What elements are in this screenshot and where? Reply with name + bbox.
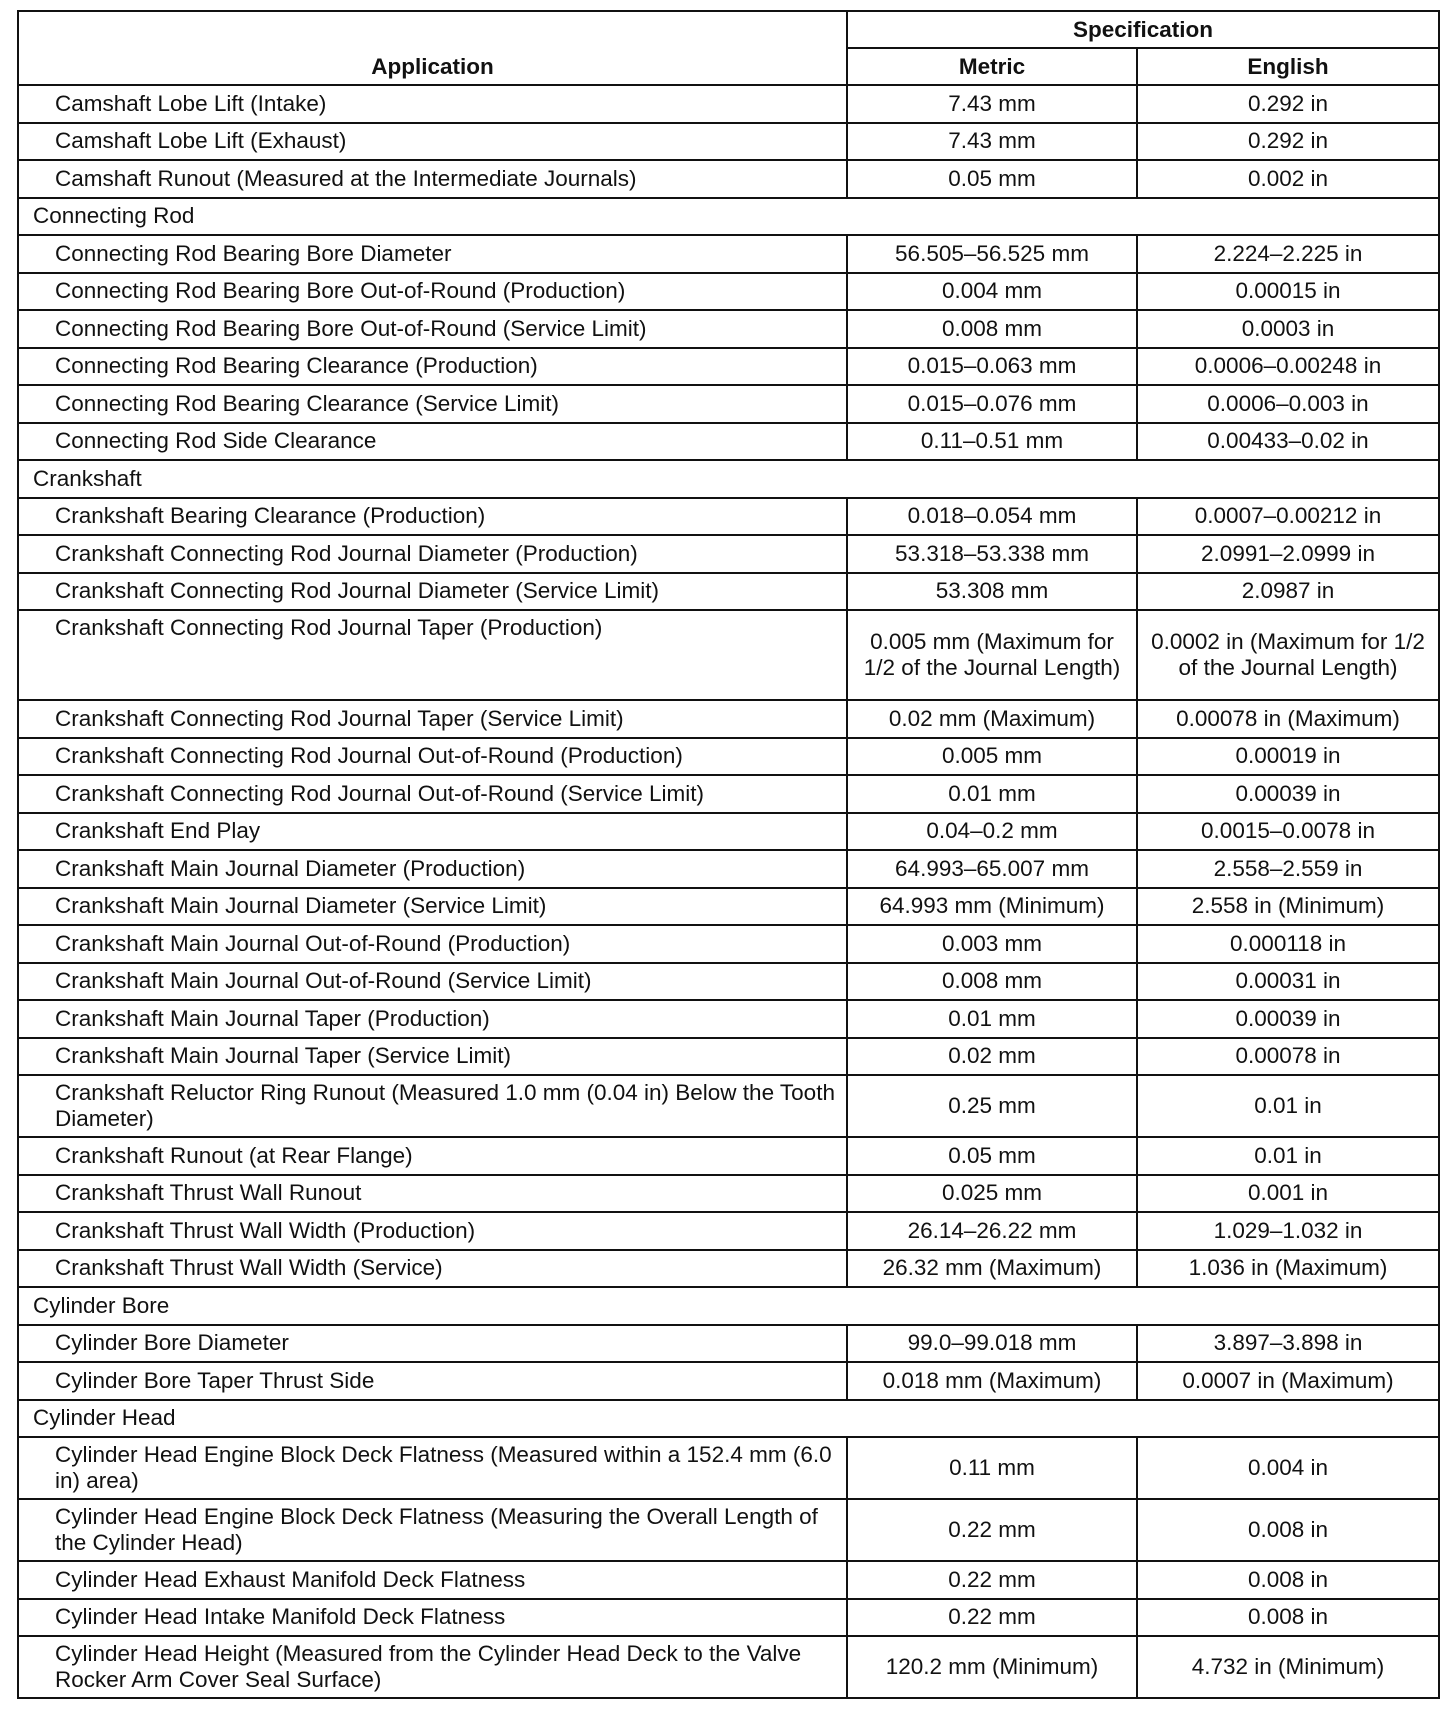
english-cell: 2.0987 in [1137, 573, 1439, 611]
english-cell: 0.0015–0.0078 in [1137, 813, 1439, 851]
metric-cell: 0.018–0.054 mm [847, 498, 1137, 536]
metric-cell: 0.008 mm [847, 310, 1137, 348]
application-cell: Cylinder Bore Taper Thrust Side [18, 1362, 847, 1400]
section-title: Crankshaft [18, 460, 1439, 498]
application-cell: Crankshaft Main Journal Taper (Service Limit) [18, 1038, 847, 1076]
application-cell: Cylinder Bore Diameter [18, 1325, 847, 1363]
metric-cell: 26.14–26.22 mm [847, 1212, 1137, 1250]
table-row [18, 963, 1439, 1001]
application-cell: Crankshaft Main Journal Out-of-Round (Production) [18, 925, 847, 963]
section-row [18, 460, 1439, 498]
table-row [18, 1137, 1439, 1175]
application-cell: Crankshaft Connecting Rod Journal Taper (Service Limit) [18, 700, 847, 738]
english-cell: 0.0007–0.00212 in [1137, 498, 1439, 536]
application-cell: Crankshaft Bearing Clearance (Production) [18, 498, 847, 536]
table-row [18, 348, 1439, 386]
application-cell: Crankshaft Main Journal Taper (Production) [18, 1000, 847, 1038]
table-row [18, 1561, 1439, 1599]
metric-cell: 0.11 mm [847, 1437, 1137, 1499]
table-row [18, 775, 1439, 813]
application-cell: Connecting Rod Bearing Bore Out-of-Round (Production) [18, 273, 847, 311]
application-cell: Cylinder Head Height (Measured from the Cylinder Head Deck to the Valve Rocker Arm Cover Seal Surface) [18, 1636, 847, 1698]
english-cell: 0.004 in [1137, 1437, 1439, 1499]
table-row [18, 310, 1439, 348]
english-cell: 0.292 in [1137, 85, 1439, 123]
table-row [18, 160, 1439, 198]
section-row [18, 1287, 1439, 1325]
english-cell: 0.00433–0.02 in [1137, 423, 1439, 461]
application-cell: Camshaft Lobe Lift (Exhaust) [18, 123, 847, 161]
application-cell: Cylinder Head Exhaust Manifold Deck Flatness [18, 1561, 847, 1599]
english-cell: 2.224–2.225 in [1137, 235, 1439, 273]
table-body [18, 85, 1439, 1698]
english-cell: 0.0007 in (Maximum) [1137, 1362, 1439, 1400]
english-cell: 0.00019 in [1137, 738, 1439, 776]
table-row [18, 1000, 1439, 1038]
table-row [18, 1362, 1439, 1400]
english-cell: 0.008 in [1137, 1561, 1439, 1599]
english-cell: 0.000118 in [1137, 925, 1439, 963]
english-cell: 1.036 in (Maximum) [1137, 1250, 1439, 1288]
metric-cell: 64.993–65.007 mm [847, 850, 1137, 888]
table-row [18, 850, 1439, 888]
table-row [18, 273, 1439, 311]
metric-cell: 0.004 mm [847, 273, 1137, 311]
section-title: Cylinder Bore [18, 1287, 1439, 1325]
english-cell: 0.0006–0.003 in [1137, 385, 1439, 423]
application-cell: Connecting Rod Bearing Clearance (Production) [18, 348, 847, 386]
metric-cell: 99.0–99.018 mm [847, 1325, 1137, 1363]
section-row [18, 198, 1439, 236]
table-row [18, 1499, 1439, 1561]
table-row [18, 1636, 1439, 1698]
metric-cell: 0.22 mm [847, 1561, 1137, 1599]
table-row [18, 1175, 1439, 1213]
application-cell: Crankshaft Connecting Rod Journal Out-of-Round (Service Limit) [18, 775, 847, 813]
english-cell: 0.01 in [1137, 1137, 1439, 1175]
table-row [18, 573, 1439, 611]
table-row [18, 888, 1439, 926]
english-cell: 3.897–3.898 in [1137, 1325, 1439, 1363]
english-cell: 0.00015 in [1137, 273, 1439, 311]
metric-cell: 26.32 mm (Maximum) [847, 1250, 1137, 1288]
table-row [18, 925, 1439, 963]
application-cell: Camshaft Runout (Measured at the Intermediate Journals) [18, 160, 847, 198]
metric-cell: 53.308 mm [847, 573, 1137, 611]
english-cell: 0.01 in [1137, 1075, 1439, 1137]
english-cell: 0.0002 in (Maximum for 1/2 of the Journal Length) [1137, 610, 1439, 700]
english-cell: 0.002 in [1137, 160, 1439, 198]
section-row [18, 1400, 1439, 1438]
application-cell: Crankshaft Connecting Rod Journal Taper (Production) [18, 610, 847, 700]
application-cell: Camshaft Lobe Lift (Intake) [18, 85, 847, 123]
application-cell: Crankshaft Connecting Rod Journal Diameter (Production) [18, 535, 847, 573]
application-cell: Connecting Rod Bearing Bore Diameter [18, 235, 847, 273]
application-cell: Crankshaft Thrust Wall Width (Service) [18, 1250, 847, 1288]
english-cell: 1.029–1.032 in [1137, 1212, 1439, 1250]
table-row [18, 1038, 1439, 1076]
metric-cell: 53.318–53.338 mm [847, 535, 1137, 573]
section-title: Connecting Rod [18, 198, 1439, 236]
english-cell: 0.292 in [1137, 123, 1439, 161]
application-cell: Cylinder Head Intake Manifold Deck Flatness [18, 1599, 847, 1637]
table-row [18, 85, 1439, 123]
english-cell: 0.00039 in [1137, 775, 1439, 813]
application-cell: Crankshaft Connecting Rod Journal Diameter (Service Limit) [18, 573, 847, 611]
application-cell: Cylinder Head Engine Block Deck Flatness (Measuring the Overall Length of the Cylinder Head) [18, 1499, 847, 1561]
header-specification: Specification [847, 11, 1439, 48]
metric-cell: 0.018 mm (Maximum) [847, 1362, 1137, 1400]
metric-cell: 0.02 mm (Maximum) [847, 700, 1137, 738]
application-cell: Crankshaft Main Journal Out-of-Round (Service Limit) [18, 963, 847, 1001]
metric-cell: 0.22 mm [847, 1599, 1137, 1637]
english-cell: 0.0006–0.00248 in [1137, 348, 1439, 386]
english-cell: 0.008 in [1137, 1499, 1439, 1561]
english-cell: 2.0991–2.0999 in [1137, 535, 1439, 573]
metric-cell: 56.505–56.525 mm [847, 235, 1137, 273]
english-cell: 0.0003 in [1137, 310, 1439, 348]
table-row [18, 1599, 1439, 1637]
metric-cell: 64.993 mm (Minimum) [847, 888, 1137, 926]
metric-cell: 0.25 mm [847, 1075, 1137, 1137]
table-row [18, 423, 1439, 461]
table-row [18, 610, 1439, 700]
english-cell: 4.732 in (Minimum) [1137, 1636, 1439, 1698]
specification-table [17, 10, 1440, 1699]
header-metric: Metric [847, 48, 1137, 85]
application-cell: Connecting Rod Bearing Clearance (Service Limit) [18, 385, 847, 423]
english-cell: 2.558 in (Minimum) [1137, 888, 1439, 926]
metric-cell: 0.05 mm [847, 160, 1137, 198]
application-cell: Connecting Rod Side Clearance [18, 423, 847, 461]
table-row [18, 700, 1439, 738]
metric-cell: 0.005 mm [847, 738, 1137, 776]
section-title: Cylinder Head [18, 1400, 1439, 1438]
english-cell: 0.00039 in [1137, 1000, 1439, 1038]
table-row [18, 1250, 1439, 1288]
english-cell: 0.00078 in (Maximum) [1137, 700, 1439, 738]
table-row [18, 123, 1439, 161]
table-row [18, 385, 1439, 423]
application-cell: Crankshaft Reluctor Ring Runout (Measured 1.0 mm (0.04 in) Below the Tooth Diameter) [18, 1075, 847, 1137]
application-cell: Crankshaft Main Journal Diameter (Production) [18, 850, 847, 888]
english-cell: 0.001 in [1137, 1175, 1439, 1213]
metric-cell: 0.015–0.063 mm [847, 348, 1137, 386]
application-cell: Crankshaft End Play [18, 813, 847, 851]
metric-cell: 0.02 mm [847, 1038, 1137, 1076]
application-cell: Crankshaft Runout (at Rear Flange) [18, 1137, 847, 1175]
application-cell: Cylinder Head Engine Block Deck Flatness (Measured within a 152.4 mm (6.0 in) area) [18, 1437, 847, 1499]
table-row [18, 1075, 1439, 1137]
table-row [18, 535, 1439, 573]
metric-cell: 0.015–0.076 mm [847, 385, 1137, 423]
metric-cell: 0.008 mm [847, 963, 1137, 1001]
table-row [18, 1212, 1439, 1250]
metric-cell: 0.005 mm (Maximum for 1/2 of the Journal Length) [847, 610, 1137, 700]
metric-cell: 0.22 mm [847, 1499, 1137, 1561]
table-row [18, 738, 1439, 776]
metric-cell: 7.43 mm [847, 85, 1137, 123]
table-row [18, 1325, 1439, 1363]
english-cell: 0.00031 in [1137, 963, 1439, 1001]
header-english: English [1137, 48, 1439, 85]
metric-cell: 0.025 mm [847, 1175, 1137, 1213]
metric-cell: 0.01 mm [847, 1000, 1137, 1038]
metric-cell: 0.04–0.2 mm [847, 813, 1137, 851]
metric-cell: 0.05 mm [847, 1137, 1137, 1175]
application-cell: Crankshaft Main Journal Diameter (Service Limit) [18, 888, 847, 926]
metric-cell: 120.2 mm (Minimum) [847, 1636, 1137, 1698]
application-cell: Crankshaft Thrust Wall Width (Production) [18, 1212, 847, 1250]
metric-cell: 0.003 mm [847, 925, 1137, 963]
metric-cell: 7.43 mm [847, 123, 1137, 161]
metric-cell: 0.01 mm [847, 775, 1137, 813]
header-application: Application [18, 11, 847, 85]
table-row [18, 498, 1439, 536]
english-cell: 2.558–2.559 in [1137, 850, 1439, 888]
table-row [18, 235, 1439, 273]
application-cell: Connecting Rod Bearing Bore Out-of-Round (Service Limit) [18, 310, 847, 348]
english-cell: 0.008 in [1137, 1599, 1439, 1637]
application-cell: Crankshaft Connecting Rod Journal Out-of-Round (Production) [18, 738, 847, 776]
metric-cell: 0.11–0.51 mm [847, 423, 1137, 461]
table-row [18, 1437, 1439, 1499]
english-cell: 0.00078 in [1137, 1038, 1439, 1076]
table-row [18, 813, 1439, 851]
application-cell: Crankshaft Thrust Wall Runout [18, 1175, 847, 1213]
